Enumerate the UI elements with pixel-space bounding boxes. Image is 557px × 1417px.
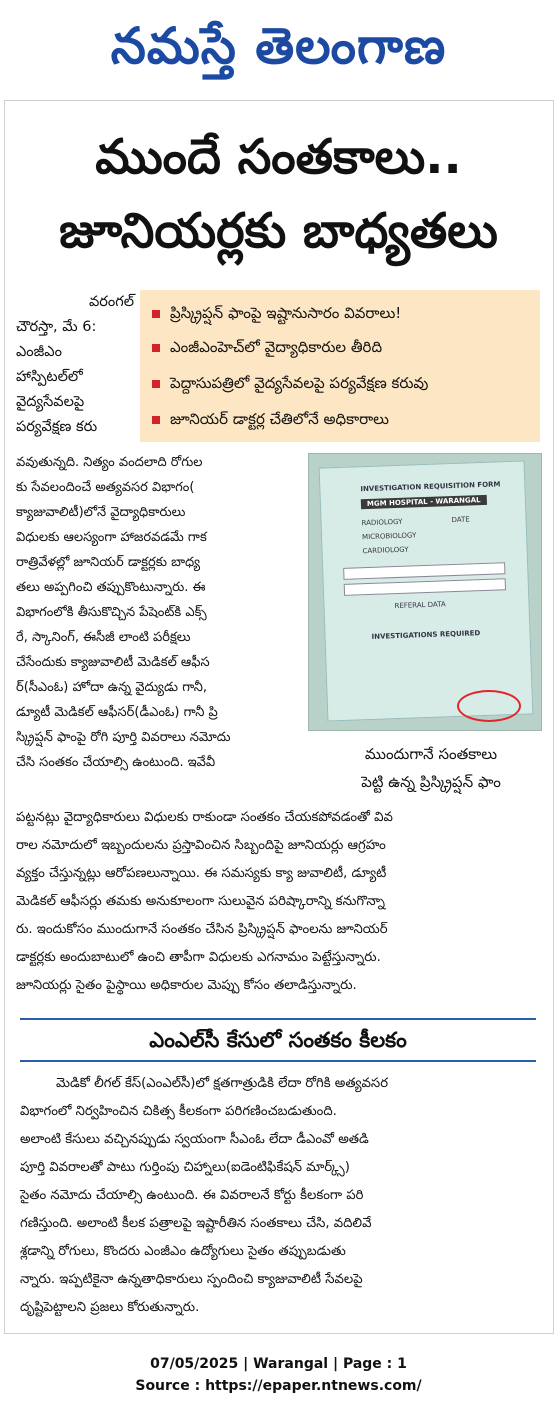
red-square-bullet-icon: [152, 310, 160, 318]
highlight-item: ఎంజీఎంహెచ్‌లో వైద్యాధికారుల తీరిది: [152, 334, 382, 360]
form-sheet: INVESTIGATION REQUISITION FORM MGM HOSPITAL - WARANGAL RADIOLOGY DATE MICROBIOLOGY CARDIOLOGY REFERAL DATA INVESTIGATIONS REQUIRED: [319, 460, 534, 721]
intro-paragraph: వరంగల్ చౌరస్తా, మే 6: ఎంజీఎం హాస్పిటల్‌లో వైద్యసేవలపై పర్యవేక్షణ కరు: [16, 294, 134, 435]
highlights-box: [140, 290, 540, 442]
signature-highlight-circle: [457, 690, 521, 722]
red-square-bullet-icon: [152, 380, 160, 388]
prescription-form-photo: [308, 453, 542, 731]
sub-section-paragraph: మెడికో లీగల్ కేస్(ఎంఎల్‌సీ)లో క్షతగాత్రుడికి లేదా రోగికి అత్యవసర విభాగంలో నిర్వహించిన చికిత్స కీలకంగా పరిగణించబడుతుంది. అలాంటి కేసులు వచ్చినప్పుడు స్వయంగా సీఎంఓ లేదా డీఎంవో అతడి పూర్తి వివరాలతో పాటు గుర్తింపు చిహ్నాలు(ఐడెంటిఫికేషన్ మార్క్స్) సైతం నమోదు చేయాల్సి ఉంటుంది. ఈ వివరాలనే కోర్టు కీలకంగా పరి గణిస్తుంది. అలాంటి కీలక పత్రాలపై ఇష్టారీతిన సంతకాలు చేసి, వదిలివే శ్లడాన్ని రోగులు, కొందరు ఎంజీఎం ఉద్యోగులు సైతం తప్పుబడుతు న్నారు. ఇప్పటికైనా ఉన్నతాధికారులు స్పందించి క్యాజువాలిటీ సేవలపై దృష్టిపెట్టాలని ప్రజలు కోరుతున్నారు.: [20, 1076, 389, 1315]
masthead: [0, 0, 557, 92]
footer-source-link[interactable]: Source : https://epaper.ntnews.com/: [135, 1378, 422, 1394]
headline-line-1: ముందే సంతకాలు..: [95, 129, 462, 185]
footer-date-edition: 07/05/2025 | Warangal | Page : 1: [150, 1356, 407, 1372]
red-square-bullet-icon: [152, 416, 160, 424]
wide-paragraph: పట్టనట్లు వైద్యాధికారులు విధులకు రాకుండా సంతకం చేయకపోవడంతో వివ రాల నమోదులో ఇబ్బందులను ప్రస్తావించిన సిబ్బందిపై జూనియర్లు ఆగ్రహం వ్యక్తం చేస్తున్నట్లు ఆరోపణలున్నాయి. ఈ సమస్యకు క్యా జువాలిటీ, డ్యూటీ మెడికల్ ఆఫీసర్లు తమకు అనుకూలంగా సులువైన పరిష్కారాన్ని కనుగొన్నా రు. ఇందుకోసం ముందుగానే సంతకం చేసిన ప్రిస్క్రిప్షన్ ఫాంలను జూనియర్ డాక్టర్లకు అందుబాటులో ఉంచి తాపీగా విధులకు ఎగనామం పెట్టేస్తున్నారు. జూనియర్లు సైతం పైస్థాయి అధికారుల మెప్పు కోసం తలాడిస్తున్నారు.: [16, 810, 393, 993]
masthead-logo-text: నమస్తే తెలంగాణ: [110, 17, 447, 75]
sub-headline: ఎంఎల్‌సీ కేసులో సంతకం కీలకం: [20, 1018, 536, 1062]
highlight-item: పెద్దాసుపత్రిలో వైద్యసేవలపై పర్యవేక్షణ కరువు: [152, 370, 428, 396]
body-column-paragraph: వవుతున్నది. నిత్యం వందలాది రోగుల కు సేవలందించే అత్యవసర విభాగం( క్యాజువాలిటీ)లోనే వైద్యాధికారులు విధులకు ఆలస్యంగా హాజరవడమే గాక రాత్రివేళల్లో జూనియర్ డాక్టర్లకు బాధ్య తలు అప్పగించి తప్పుకొంటున్నారు. ఈ విభాగంలోకి తీసుకొచ్చిన పేషెంట్‌కి ఎక్స్ రే, స్కానింగ్, ఈసీజీ లాంటి పరీక్షలు చేసేందుకు క్యాజువాలిటీ మెడికల్ ఆఫీస ర్(సీఎంఓ) హోదా ఉన్న వైద్యుడు గానీ, డ్యూటీ మెడికల్ ఆఫీసర్(డీఎంఓ) గానీ ప్రి స్క్రిప్షన్ ఫాంపై రోగి పూర్తి వివరాలు నమోదు చేసి సంతకం చేయాల్సి ఉంటుంది. ఇవేవీ: [16, 455, 231, 770]
headline-line-2: జూనియర్లకు బాధ్యతలు: [59, 203, 498, 259]
highlight-item: జూనియర్ డాక్టర్ల చేతిలోనే అధికారాలు: [152, 406, 389, 432]
photo-caption-line-1: ముందుగానే సంతకాలు: [364, 745, 498, 763]
form-field-row: [343, 562, 505, 580]
photo-caption-line-2: పెట్టి ఉన్న ప్రిస్క్రిప్షన్ ఫాం: [361, 773, 501, 791]
form-field-row: [344, 578, 506, 596]
highlight-item: ప్రిస్క్రిప్షన్ ఫాంపై ఇష్టానుసారం వివరాలు!: [152, 300, 401, 326]
red-square-bullet-icon: [152, 344, 160, 352]
